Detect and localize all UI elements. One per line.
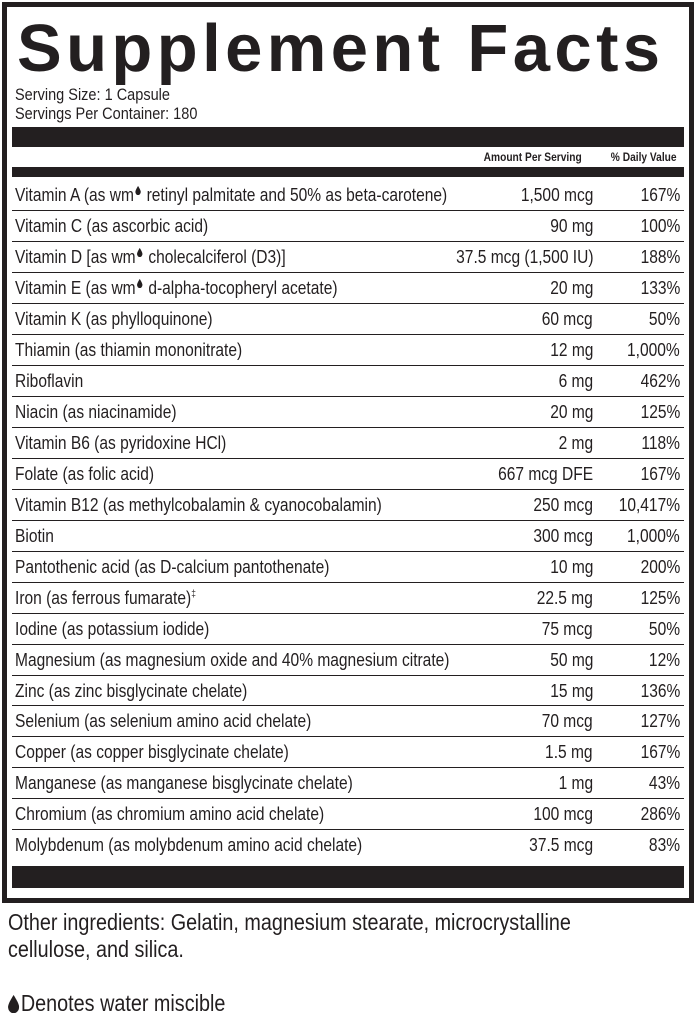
- table-row: [12, 521, 684, 552]
- nutrient-name-part: cholecalciferol (D3)]: [144, 245, 286, 267]
- table-row: [12, 490, 684, 521]
- table-row: [12, 583, 684, 614]
- daily-value: 50%: [648, 307, 680, 329]
- table-row: [12, 552, 684, 583]
- footnote-mark: ‡: [191, 588, 196, 600]
- table-row: [12, 211, 684, 242]
- nutrient-name-part: Biotin: [15, 524, 54, 546]
- daily-value: 100%: [640, 214, 680, 236]
- nutrient-name-part: Vitamin A (as wm: [15, 184, 134, 205]
- table-row: [12, 676, 684, 707]
- daily-value: 118%: [641, 431, 680, 453]
- nutrient-name-part: Manganese (as manganese bisglycinate chelate): [15, 772, 353, 794]
- nutrient-name-part: retinyl palmitate and 50% as beta-carotene): [142, 184, 448, 205]
- water-drop-icon: [136, 279, 142, 288]
- daily-value: 50%: [648, 617, 680, 639]
- daily-value: 286%: [640, 803, 680, 825]
- amount-per-serving: 10 mg: [549, 555, 593, 577]
- nutrient-name: [15, 618, 209, 640]
- nutrient-name: [15, 432, 226, 454]
- daily-value: 12%: [648, 648, 680, 670]
- table-row: [12, 799, 684, 830]
- table-row: [12, 645, 684, 676]
- table-row: [12, 428, 684, 459]
- water-drop-icon: [8, 995, 19, 1013]
- nutrient-name-part: Vitamin E (as wm: [15, 276, 136, 298]
- daily-value: 125%: [640, 586, 680, 608]
- table-row: [12, 706, 684, 737]
- nutrient-name-part: Vitamin B6 (as pyridoxine HCl): [15, 431, 227, 453]
- daily-value: 10,417%: [618, 493, 680, 515]
- nutrient-name-part: Riboflavin: [15, 369, 84, 391]
- amount-per-serving: 22.5 mg: [536, 586, 593, 608]
- daily-value: 1,000%: [627, 338, 680, 360]
- table-row: [12, 737, 684, 768]
- nutrient-name-part: Molybdenum (as molybdenum amino acid chelate): [15, 834, 363, 856]
- amount-per-serving: 15 mg: [549, 679, 593, 701]
- nutrient-name: [15, 339, 242, 361]
- nutrient-name: [15, 308, 213, 330]
- amount-per-serving: 37.5 mcg (1,500 IU): [455, 245, 593, 267]
- nutrient-name-part: Magnesium (as magnesium oxide and 40% magnesium citrate): [15, 648, 450, 670]
- nutrient-name: [15, 556, 329, 578]
- daily-value: 167%: [640, 741, 680, 763]
- nutrient-name-part: Vitamin D [as wm: [15, 245, 136, 267]
- nutrient-name: [15, 494, 382, 516]
- daily-value: 133%: [640, 276, 680, 298]
- other-ingredients: [8, 909, 571, 963]
- nutrient-name: [15, 772, 353, 794]
- serving-size: Serving Size: 1 Capsule: [15, 86, 170, 104]
- nutrient-name-part: Pantothenic acid (as D-calcium pantothenate): [15, 555, 330, 577]
- nutrient-name-part: Copper (as copper bisglycinate chelate): [15, 741, 289, 763]
- table-row: [12, 180, 684, 211]
- nutrient-name-part: Niacin (as niacinamide): [15, 400, 177, 422]
- amount-per-serving: 300 mcg: [533, 524, 593, 546]
- nutrient-name: [15, 277, 338, 299]
- nutrient-name-part: Iron (as ferrous fumarate): [15, 586, 192, 608]
- nutrient-name-part: Vitamin C (as ascorbic acid): [15, 214, 209, 236]
- amount-per-serving: 100 mcg: [533, 803, 593, 825]
- thick-divider-bottom: [12, 866, 684, 888]
- amount-per-serving: 12 mg: [549, 338, 593, 360]
- nutrient-name-part: d-alpha-tocopheryl acetate): [144, 276, 338, 298]
- nutrient-name: [15, 525, 54, 547]
- nutrient-name-part: Folate (as folic acid): [15, 462, 155, 484]
- nutrient-name: [15, 215, 208, 237]
- table-row: [12, 768, 684, 799]
- table-row: [12, 242, 684, 273]
- nutrient-name: [15, 587, 196, 609]
- nutrient-name-part: Iodine (as potassium iodide): [15, 617, 210, 639]
- column-header-daily-value: % Daily Value: [610, 150, 677, 164]
- table-row: [12, 335, 684, 366]
- label-title: Supplement Facts: [17, 11, 665, 86]
- daily-value: 188%: [640, 245, 680, 267]
- amount-per-serving: 1.5 mg: [545, 741, 593, 763]
- daily-value: 167%: [640, 184, 680, 205]
- nutrient-name: [15, 649, 449, 671]
- nutrient-name-part: Vitamin B12 (as methylcobalamin & cyanocobalamin): [15, 493, 382, 515]
- amount-per-serving: 250 mcg: [533, 493, 593, 515]
- table-row: [12, 397, 684, 428]
- nutrient-name-part: Thiamin (as thiamin mononitrate): [15, 338, 243, 360]
- amount-per-serving: 1 mg: [558, 772, 593, 794]
- nutrient-name: [15, 370, 83, 392]
- daily-value: 83%: [648, 834, 680, 856]
- table-row: [12, 614, 684, 645]
- table-row: [12, 830, 684, 861]
- nutrient-name: [15, 401, 177, 423]
- nutrient-name: [15, 246, 286, 268]
- column-header-amount: Amount Per Serving: [483, 150, 582, 164]
- nutrient-name: [15, 710, 311, 732]
- nutrient-name-part: Vitamin K (as phylloquinone): [15, 307, 213, 329]
- table-row: [12, 366, 684, 397]
- nutrient-name-part: Chromium (as chromium amino acid chelate): [15, 803, 325, 825]
- daily-value: 167%: [640, 462, 680, 484]
- servings-per-container: Servings Per Container: 180: [15, 105, 198, 123]
- daily-value: 200%: [640, 555, 680, 577]
- water-miscible-legend: [8, 990, 225, 1017]
- table-row: [12, 459, 684, 490]
- nutrient-name: [15, 184, 447, 206]
- water-drop-icon: [135, 186, 141, 195]
- amount-per-serving: 60 mcg: [542, 307, 593, 329]
- table-row: [12, 273, 684, 304]
- daily-value: 125%: [640, 400, 680, 422]
- other-ingredients-line2: cellulose, and silica.: [8, 936, 184, 962]
- amount-per-serving: 667 mcg DFE: [497, 462, 593, 484]
- daily-value: 136%: [640, 679, 680, 701]
- daily-value: 1,000%: [627, 524, 680, 546]
- nutrient-name-part: Selenium (as selenium amino acid chelate): [15, 710, 312, 732]
- legend-text: Denotes water miscible: [20, 990, 226, 1016]
- table-row: [12, 304, 684, 335]
- amount-per-serving: 90 mg: [549, 214, 593, 236]
- nutrient-name: [15, 803, 324, 825]
- amount-per-serving: 70 mcg: [542, 710, 593, 732]
- nutrient-name: [15, 834, 362, 856]
- amount-per-serving: 50 mg: [549, 648, 593, 670]
- amount-per-serving: 75 mcg: [542, 617, 593, 639]
- daily-value: 462%: [640, 369, 680, 391]
- amount-per-serving: 20 mg: [549, 400, 593, 422]
- amount-per-serving: 37.5 mcg: [529, 834, 593, 856]
- thick-divider-header: [12, 167, 684, 177]
- other-ingredients-line1: Other ingredients: Gelatin, magnesium stearate, microcrystalline: [8, 909, 571, 935]
- amount-per-serving: 6 mg: [558, 369, 593, 391]
- nutrient-name: [15, 680, 247, 702]
- water-drop-icon: [136, 248, 142, 257]
- nutrient-table: [12, 180, 684, 861]
- supplement-facts-panel: [2, 2, 694, 903]
- amount-per-serving: 20 mg: [549, 276, 593, 298]
- nutrient-name-part: Zinc (as zinc bisglycinate chelate): [15, 679, 248, 701]
- thick-divider-top: [12, 127, 684, 147]
- daily-value: 43%: [648, 772, 680, 794]
- amount-per-serving: 2 mg: [558, 431, 593, 453]
- nutrient-name: [15, 463, 154, 485]
- amount-per-serving: 1,500 mcg: [520, 184, 593, 205]
- daily-value: 127%: [640, 710, 680, 732]
- nutrient-name: [15, 741, 289, 763]
